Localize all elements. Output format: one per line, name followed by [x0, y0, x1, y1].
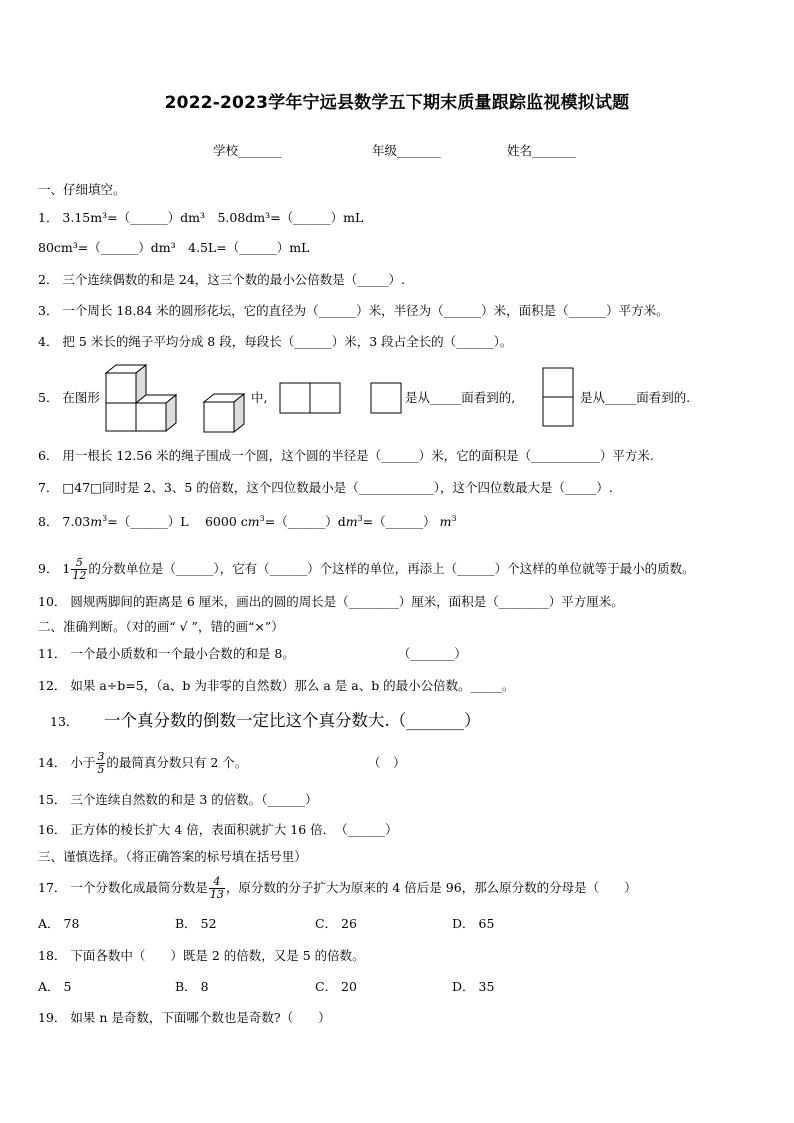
question-11: 11． 一个最小质数和一个最小合数的和是 8。 — [38, 646, 295, 661]
one-square-view — [370, 382, 403, 415]
question-6: 6． 用一根长 12.56 米的绳子围成一个圆，这个圆的半径是（______）米，它的面积是（___________）平方米. — [38, 448, 654, 463]
question-3: 3． 一个周长 18.84 米的圆形花坛，它的直径为（______）米，半径为（______）米，面积是（______）平方米。 — [38, 303, 669, 318]
question-13-number: 13． — [50, 714, 79, 729]
school-field: 学校_______ — [213, 143, 282, 158]
question-4: 4． 把 5 米长的绳子平均分成 8 段，每段长（______）米，3 段占全长的（______）。 — [38, 334, 513, 349]
question-5-text-2: 是从_____面看到的. — [580, 390, 691, 405]
section-3-heading: 三、谨慎选择。（将正确答案的标号填在括号里） — [38, 849, 307, 864]
question-9-text: 的分数单位是（______），它有（______）个这样的单位，再添上（______）个这样的单位就等于最小的质数。 — [88, 561, 695, 576]
question-15: 15． 三个连续自然数的和是 3 的倍数。（______） — [38, 792, 318, 807]
question-1-line-1: 1． 3.15m³=（______）dm³ 5.08dm³=（______）mL — [38, 210, 364, 225]
section-1-heading: 一、仔细填空。 — [38, 182, 126, 197]
unit-m: m — [345, 514, 358, 529]
question-2: 2． 三个连续偶数的和是 24，这三个数的最小公倍数是（_____）. — [38, 272, 406, 287]
question-17-option-a: A． 78 — [38, 916, 80, 931]
question-18-option-b: B． 8 — [175, 979, 209, 994]
two-squares-vertical-view — [542, 367, 576, 429]
question-17-option-d: D． 65 — [452, 916, 495, 931]
question-14 — [38, 746, 247, 780]
fraction-4-13: $\frac{4}{13}$ — [209, 875, 224, 901]
question-1-line-2: 80cm³=（______）dm³ 4.5L=（______）mL — [38, 240, 310, 255]
question-17 — [38, 871, 637, 905]
question-5-text-1: 是从_____面看到的, — [405, 390, 516, 405]
question-13: 一个真分数的倒数一定比这个真分数大.（_______） — [104, 711, 481, 730]
question-8-part-c: =（______）d — [264, 514, 346, 529]
question-19: 19． 如果 n 是奇数，下面哪个数也是奇数?（ ） — [38, 1010, 331, 1025]
question-18-option-a: A． 5 — [38, 979, 72, 994]
question-11-answer-paren: （_______） — [398, 646, 467, 661]
question-5-prefix: 5． 在图形 — [38, 390, 100, 405]
grade-field: 年级_______ — [372, 143, 441, 158]
unit-m: m — [439, 514, 452, 529]
question-8: 8． $7.03m^3=(\_\_\_\_\_\_)L$ 6000 $cm^3=(\_\_\_\_\_\_)dm^3=(\_\_\_\_\_\_)$ $m^3$ — [38, 513, 457, 529]
page-title: 2022-2023学年宁远县数学五下期末质量跟踪监视模拟试题 — [164, 93, 630, 113]
question-14-answer-paren: （ ） — [368, 755, 406, 770]
unit-m: m — [247, 514, 260, 529]
question-17-prefix: 17． 一个分数化成最简分数是 — [38, 880, 208, 895]
question-17-text: ，原分数的分子扩大为原来的 4 倍后是 96，那么原分数的分母是（ ） — [225, 880, 637, 895]
question-14-prefix: 14． 小于 — [38, 755, 96, 770]
two-squares-horizontal-view — [279, 382, 343, 415]
fraction-3-5: $\frac{3}{5}$ — [97, 750, 105, 776]
question-10: 10． 圆规两脚间的距离是 6 厘米，画出的圆的周长是（________）厘米，面积是（________）平方厘米。 — [38, 594, 624, 609]
question-18-option-c: C． 20 — [315, 979, 357, 994]
question-18: 18． 下面各数中（ ）既是 2 的倍数，又是 5 的倍数。 — [38, 948, 365, 963]
question-16: 16． 正方体的棱长扩大 4 倍，表面积就扩大 16 倍． （______） — [38, 822, 398, 837]
single-cube-figure — [202, 392, 248, 434]
question-14-text: 的最简真分数只有 2 个。 — [106, 755, 248, 770]
unit-m: m — [90, 514, 103, 529]
question-9 — [38, 554, 695, 584]
fraction-5-12: $\frac{5}{12}$ — [72, 556, 87, 582]
name-field: 姓名_______ — [507, 143, 576, 158]
question-7: 7． □47□同时是 2、3、5 的倍数，这个四位数最小是（____________），这个四位数最大是（_____）. — [38, 480, 613, 495]
question-18-option-d: D． 35 — [452, 979, 495, 994]
cube-stack-figure — [104, 363, 182, 433]
question-9-prefix: 9． 1 — [38, 561, 71, 576]
question-5-mid: 中, — [251, 390, 268, 405]
section-2-heading: 二、准确判断。（对的画“ √ ”，错的画“×”） — [38, 619, 284, 634]
question-8-part-d: =（______） — [362, 514, 436, 529]
question-8-part-b: =（______）L 6000 c — [107, 514, 248, 529]
question-12: 12． 如果 a÷b=5，（a、b 为非零的自然数）那么 a 是 a、b 的最小公倍数。_____。 — [38, 678, 515, 693]
question-17-option-b: B． 52 — [175, 916, 217, 931]
question-17-option-c: C． 26 — [315, 916, 357, 931]
question-8-part-a: 8． 7.03 — [38, 514, 91, 529]
